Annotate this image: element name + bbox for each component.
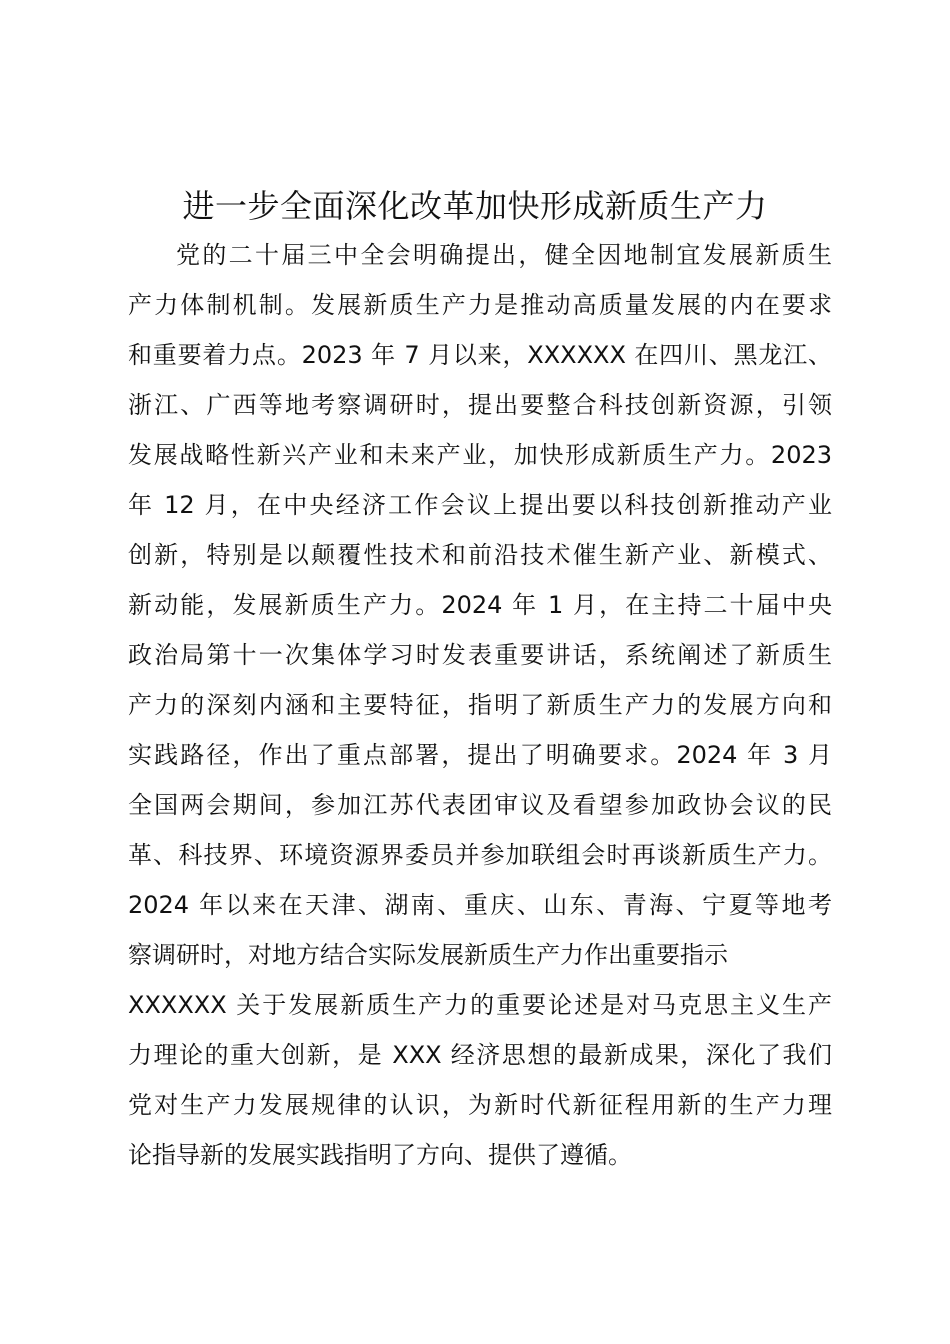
body-line: 新动能，发展新质生产力。2024 年 1 月，在主持二十届中央 [128, 591, 832, 619]
body-line: 论指导新的发展实践指明了方向、提供了遵循。 [128, 1141, 632, 1169]
body-line: 产力的深刻内涵和主要特征，指明了新质生产力的发展方向和 [128, 691, 832, 719]
body-line: 年 12 月，在中央经济工作会议上提出要以科技创新推动产业 [128, 491, 832, 519]
body-line: 产力体制机制。发展新质生产力是推动高质量发展的内在要求 [128, 291, 832, 319]
body-line: 党的二十届三中全会明确提出，健全因地制宜发展新质生 [176, 241, 832, 269]
body-line: 发展战略性新兴产业和未来产业，加快形成新质生产力。2023 [128, 441, 832, 469]
body-line: 政治局第十一次集体学习时发表重要讲话，系统阐述了新质生 [128, 641, 832, 669]
body-line: 力理论的重大创新，是 XXX 经济思想的最新成果，深化了我们 [128, 1041, 832, 1069]
body-line: 党对生产力发展规律的认识，为新时代新征程用新的生产力理 [128, 1091, 832, 1119]
document-title: 进一步全面深化改革加快形成新质生产力 [182, 187, 768, 225]
body-line: 革、科技界、环境资源界委员并参加联组会时再谈新质生产力。 [128, 841, 832, 869]
body-line: 实践路径，作出了重点部署，提出了明确要求。2024 年 3 月 [128, 741, 832, 769]
body-line: 浙江、广西等地考察调研时，提出要整合科技创新资源，引领 [128, 391, 832, 419]
body-line: 全国两会期间，参加江苏代表团审议及看望参加政协会议的民 [128, 791, 832, 819]
body-line: XXXXXX 关于发展新质生产力的重要论述是对马克思主义生产 [128, 991, 832, 1019]
body-line: 和重要着力点。2023 年 7 月以来，XXXXXX 在四川、黑龙江、 [128, 341, 832, 369]
document-body [128, 230, 832, 1180]
body-line: 2024 年以来在天津、湖南、重庆、山东、青海、宁夏等地考 [128, 891, 832, 919]
body-line: 察调研时，对地方结合实际发展新质生产力作出重要指示 [128, 941, 728, 969]
body-line: 创新，特别是以颠覆性技术和前沿技术催生新产业、新模式、 [128, 541, 832, 569]
